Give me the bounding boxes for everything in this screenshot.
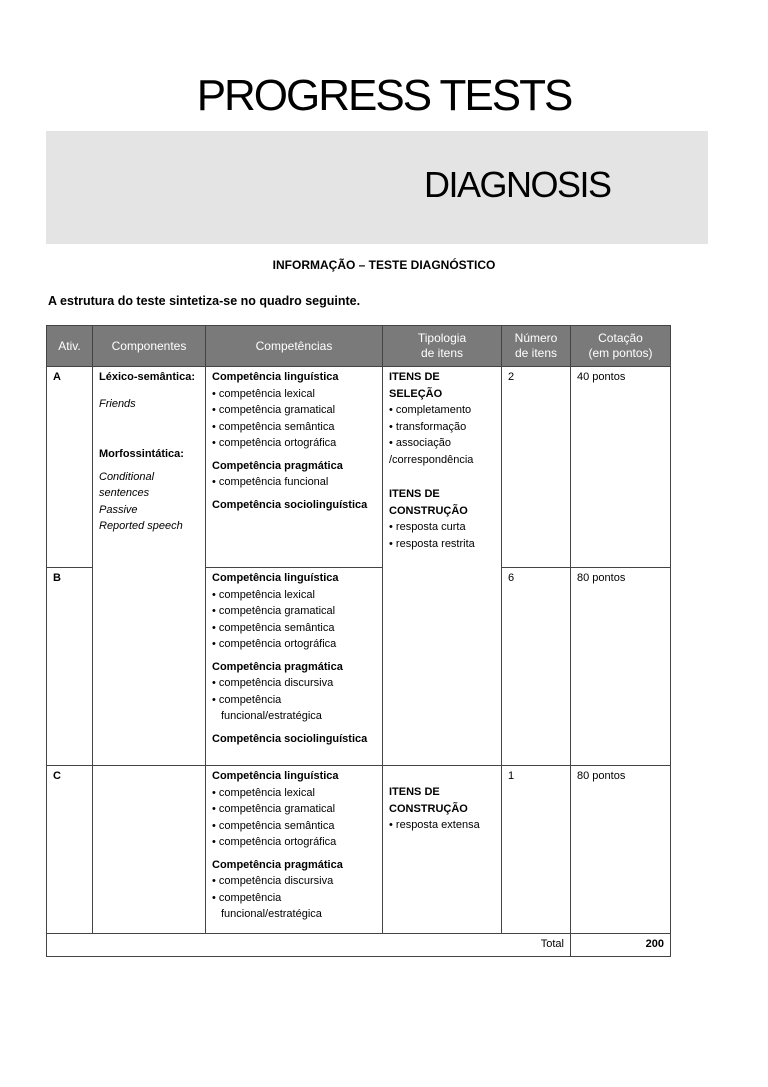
comp-semantica: • competência semântica [212, 819, 335, 832]
table-row-b [47, 568, 671, 766]
table-header-row [47, 326, 671, 367]
cell-competencias-c [206, 766, 383, 934]
structure-table [46, 325, 671, 957]
info-heading: INFORMAÇÃO – TESTE DIAGNÓSTICO [272, 258, 496, 272]
tipo-construcao-1: ITENS DE [389, 488, 440, 500]
comp-pragmatica: Competência pragmática [212, 660, 343, 673]
comp-funcional-1: • competência [212, 693, 282, 706]
cell-competencias-a [206, 367, 383, 568]
header-ativ: Ativ. [47, 326, 93, 367]
comp-funcional-2: funcional/estratégica [221, 710, 322, 722]
tipo-resposta-restrita: • resposta restrita [389, 537, 475, 550]
comp-lexical: • competência lexical [212, 786, 315, 799]
comp-gramatical: • competência gramatical [212, 404, 336, 416]
cell-componentes-a [93, 367, 206, 568]
comp-ortografica: • competência ortográfica [212, 437, 337, 449]
cell-cotacao-c: 80 pontos [571, 766, 671, 934]
tipo-associacao-1: • associação [389, 437, 451, 449]
tipo-construcao-1: ITENS DE [389, 786, 440, 798]
cell-numero-b: 6 [502, 568, 571, 766]
tipo-associacao-2: /correspondência [389, 453, 474, 466]
comp-passive: Passive [99, 503, 138, 516]
comp-conditional-1: Conditional [99, 470, 155, 483]
header-tipologia-l1: Tipologia [417, 331, 467, 345]
cell-ativ-b: B [47, 568, 93, 766]
header-competencias: Competências [206, 326, 383, 367]
tipo-selecao-1: ITENS DE [389, 371, 440, 383]
tipo-resposta-extensa: • resposta extensa [389, 819, 480, 831]
comp-linguistica: Competência linguística [212, 572, 339, 584]
cell-componentes-c [93, 766, 206, 934]
tipo-resposta-curta: • resposta curta [389, 521, 466, 533]
comp-ortografica: • competência ortográfica [212, 836, 337, 848]
page-title: PROGRESS TESTS [196, 71, 572, 120]
comp-discursiva: • competência discursiva [212, 677, 334, 689]
comp-funcional: • competência funcional [212, 476, 329, 488]
header-numero [502, 326, 571, 367]
comp-conditional-2: sentences [99, 487, 150, 499]
tipo-construcao-2: CONSTRUÇÃO [389, 504, 468, 517]
comp-linguistica: Competência linguística [212, 371, 339, 383]
tipo-construcao-2: CONSTRUÇÃO [389, 802, 468, 815]
tipo-transformacao: • transformação [389, 420, 467, 433]
cell-ativ-a: A [47, 367, 93, 568]
cell-cotacao-b: 80 pontos [571, 568, 671, 766]
comp-reported: Reported speech [99, 520, 183, 532]
page-subtitle: DIAGNOSIS [424, 164, 611, 205]
cell-componentes-b [93, 568, 206, 766]
table-row-a [47, 367, 671, 568]
comp-pragmatica: Competência pragmática [212, 858, 343, 871]
comp-semantica: • competência semântica [212, 420, 335, 433]
comp-gramatical: • competência gramatical [212, 803, 336, 815]
comp-linguistica: Competência linguística [212, 770, 339, 782]
comp-funcional-2: funcional/estratégica [221, 908, 322, 920]
cell-tipologia-c [383, 766, 502, 934]
subtitle-band [46, 131, 708, 244]
header-numero-l2: de itens [514, 346, 558, 360]
header-numero-l1: Número [514, 331, 558, 345]
comp-lexical: • competência lexical [212, 588, 315, 601]
comp-discursiva: • competência discursiva [212, 875, 334, 887]
header-cotacao [571, 326, 671, 367]
cell-cotacao-a: 40 pontos [571, 367, 671, 568]
header-tipologia [383, 326, 502, 367]
header-tipologia-l2: de itens [420, 346, 464, 360]
tipo-selecao-2: SELEÇÃO [389, 387, 443, 400]
header-cotacao-l2: (em pontos) [588, 346, 653, 360]
header-cotacao-l1: Cotação [598, 331, 643, 345]
total-label: Total [47, 934, 571, 957]
cell-ativ-c: C [47, 766, 93, 934]
cell-numero-a: 2 [502, 367, 571, 568]
comp-semantica: • competência semântica [212, 621, 335, 634]
header-componentes: Componentes [93, 326, 206, 367]
cell-competencias-b [206, 568, 383, 766]
table-row-c [47, 766, 671, 934]
comp-sociolinguistica: Competência sociolinguística [212, 732, 368, 745]
comp-funcional-1: • competência [212, 891, 282, 904]
cell-numero-c: 1 [502, 766, 571, 934]
comp-pragmatica: Competência pragmática [212, 459, 343, 472]
comp-lexical: • competência lexical [212, 387, 315, 400]
comp-ortografica: • competência ortográfica [212, 638, 337, 650]
table-total-row [47, 934, 671, 957]
comp-gramatical: • competência gramatical [212, 605, 336, 617]
comp-sociolinguistica: Competência sociolinguística [212, 498, 368, 511]
total-value: 200 [571, 934, 671, 957]
comp-friends: Friends [99, 397, 136, 410]
comp-lexico: Léxico-semântica: [99, 371, 195, 383]
comp-morfo: Morfossintática: [99, 448, 184, 460]
cell-tipologia-a [383, 367, 502, 568]
tipo-completamento: • completamento [389, 404, 472, 416]
intro-text: A estrutura do teste sintetiza-se no quadro seguinte. [48, 294, 361, 308]
cell-tipologia-b [383, 568, 502, 766]
